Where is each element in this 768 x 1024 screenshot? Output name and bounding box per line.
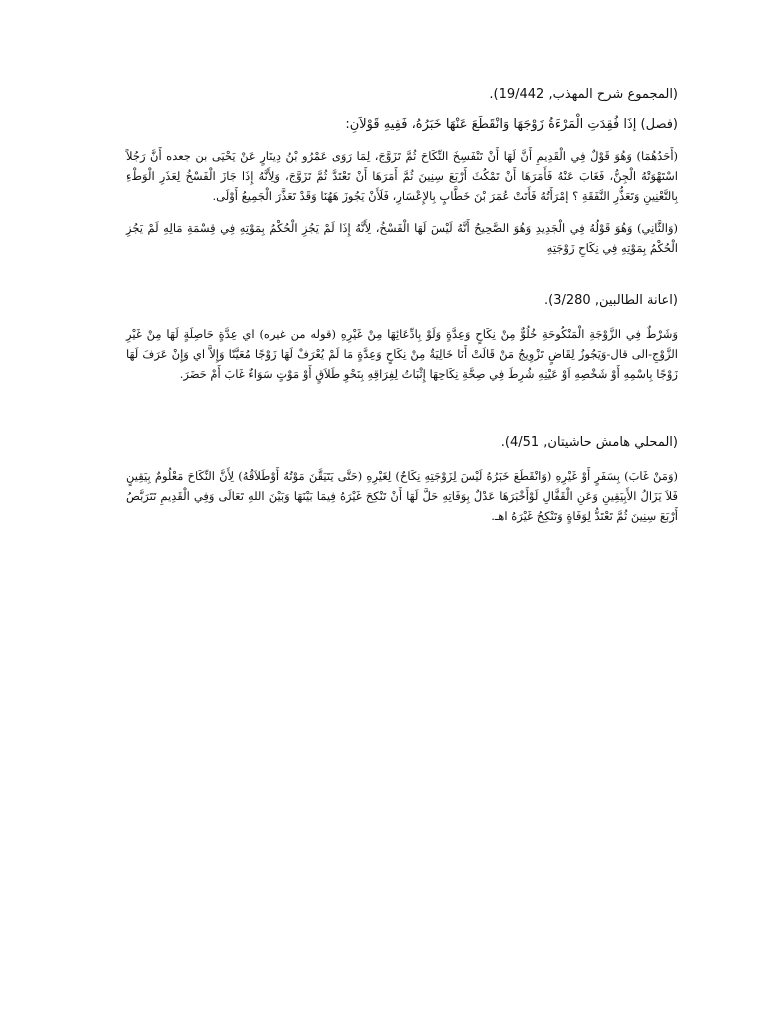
section-mahalli (126, 434, 678, 526)
source-citation: (اعانة الطالبين, 3/280). (544, 293, 678, 308)
paragraph: (أَحَدُهُمَا) وَهُوَ قَوْلٌ فِي الْقَدِيمِ أَنَّ لَهَا أَنْ تَنْفَسِخَ النِّكَاحَ ثُمَّ تَزَوَّجَ، لِمَا رَوَى عَمْرُو بْنُ دِينَارٍ عَنْ يَحْيَى بن جعده أَنَّ رَجُلاً اسْتَهْوَتْهُ الْجِنُّ، فَغَابَ عَنْهُ فَأَمَرَهَا أَنْ تَمْكُثَ أَرْبَعَ سِنِينَ ثُمَّ أَمَرَهَا أَنْ تَعْتَدَّ ثُمَّ تَزَوَّجَ، وَلِأَنَّهُ إِذَا جَازَ الْفَسْخُ لِعَذَرِ الْوَطْءِ بِالتَّعْنِينِ وَتَعَذُّرِ النَّفَقَةِ ؟ إمْرَأَتُهُ فَأَتَتْ عُمَرَ بْنَ خَطَّابٍ بِالإِعْسَارِ، فَلَأَنْ يَجُوزَ هَهُنَا وَقَدْ تَعَذَّرَ الْجَمِيعُ أَوْلَى. (126, 149, 678, 203)
source-citation: (المجموع شرح المهذب, 19/442). (489, 87, 678, 102)
paragraph: وَشَرْطٌ فِي الزَّوْجَةِ الْمَنْكُوحَةِ خُلُوٌّ مِنْ نِكَاحٍ وَعِدَّةٍ وَلَوْ بِادِّعَائِهَا مِنْ غَيْرِهِ (قوله من غيره) اي عِدَّةٍ حَاصِلَةٍ لَهَا مِنْ غَيْرِ الزَّوْجِ-الى قال-وَيَجُوزُ لِقَاضٍ تَزْوِيجُ مَنْ قَالَتْ أَنَا خَالِيَةٌ مِنْ نِكَاحٍ وَعِدَّةٍ مَا لَمْ يُعْرَفْ لَهَا زَوْجًا مُعَيَّنًا وَإِلاَّ اي وَإِنْ عَرَفَ لَهَا زَوْجًا بِاسْمِهِ أَوْ شَخْصِهِ اَوْ عَيْنِهِ شُرِطَ فِي صِحَّةِ نِكَاحِهَا إِثْبَاتُ لِفِرَاقِهِ بِنَحْوِ طَلاَقٍ أَوْ مَوْتٍ سَوَاءٌ غَابَ أَمْ حَضَرَ. (126, 327, 678, 381)
paragraph: (وَمَنْ غَابَ) بِسَفَرٍ أَوْ غَيْرِهِ (وَانْقَطَعَ خَبَرُهُ لَيْسَ لِزَوْجَتِهِ نِكَاحٌ) لِغَيْرِهِ (حَتَّى يَتَيَقَّنَ مَوْتُهُ أَوْطَلاَقُهُ) لِأَنَّ النِّكَاحَ مَعْلُومٌ بِيَقِينٍ فَلاَ يَزَالُ الأَبِيَقِينِ وَعَنِ الْقَفَّالِ لَوْأَخْبَرَهَا عَدْلٌ بِوَفَاتِهِ حَلَّ لَهَا أَنْ تَنْكِحَ غَيْرَهُ فِيمَا بَيْنَهَا وَبَيْنَ اللهِ تَعَالَى وَفِي الْقَدِيمِ تَتَرَبَّصُ أَرْبَعَ سِنِينَ ثُمَّ تَعْتَدُّ لِوَفَاةٍ وَتَنْكِحُ غَيْرَهُ اهـ. (126, 469, 678, 523)
paragraph: (وَالثَّانِي) وَهُوَ قَوْلُهُ فِي الْجَدِيدِ وَهُوَ الصَّحِيحُ أَنَّهُ لَيْسَ لَهَا الْفَسْخُ، لِأَنَّهُ إِذَا لَمْ يَجُزِ الْحُكْمُ بِمَوْتِهِ فِي قِسْمَةِ مَالِهِ لَمْ يَجُزِ الْحُكْمُ بِمَوْتِهِ فِي نِكَاحِ زَوْجَتِهِ (126, 221, 678, 255)
section-majmu (126, 86, 678, 258)
source-citation: (المحلي هامش حاشيتان, 4/51). (500, 435, 678, 450)
section-heading: (فصل) إذَا فُقِدَتِ الْمَرْءَةُ زَوْجَهَا وَانْقَطَعَ عَنْهَا خَبَرُهُ، فَفِيهِ قَوْلاَنِ: (345, 117, 678, 132)
section-ianah (126, 292, 678, 384)
